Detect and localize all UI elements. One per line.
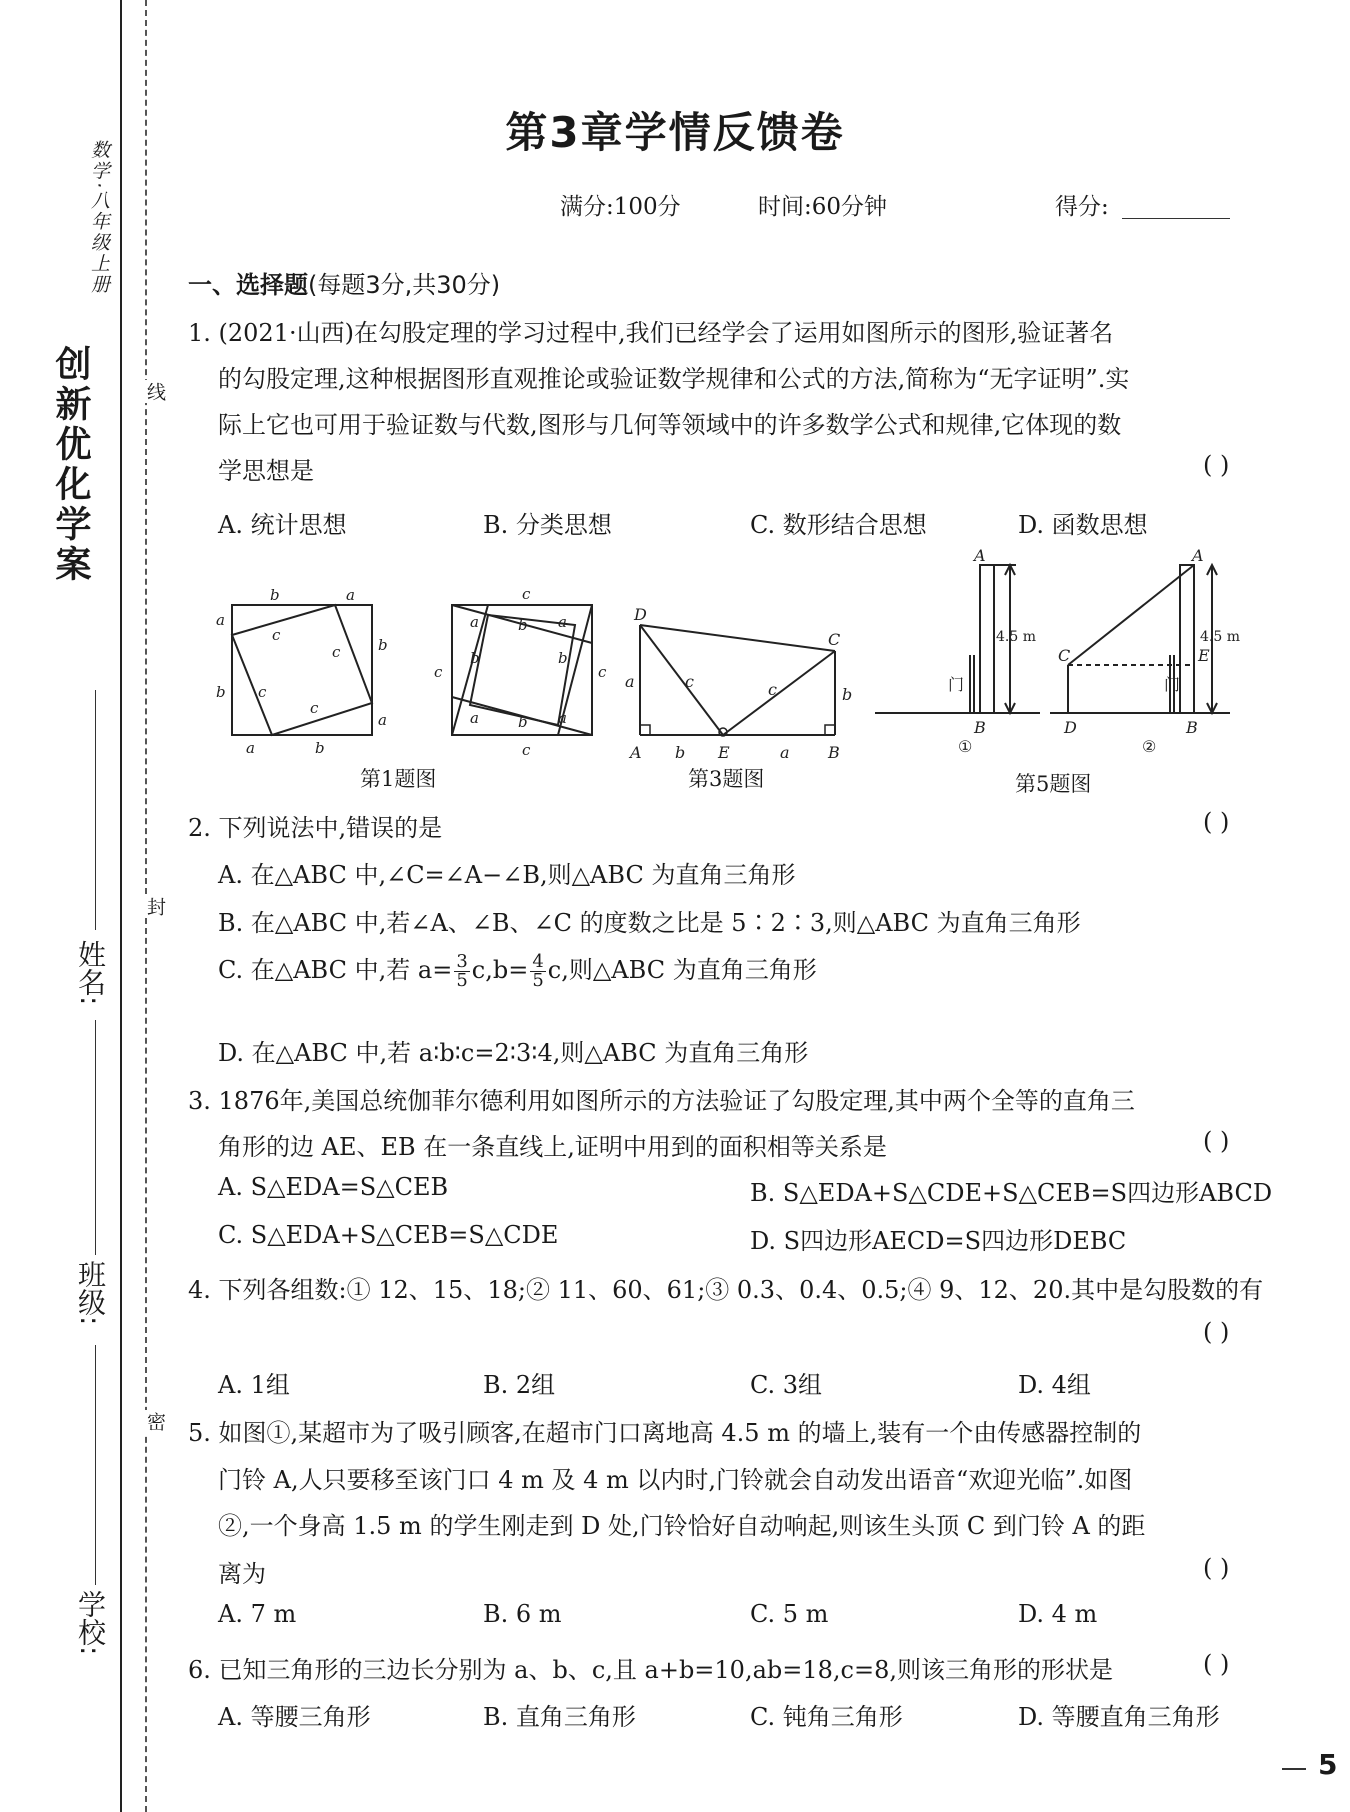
q3-option-a[interactable]: A. S△EDA=S△CEB: [218, 1173, 449, 1201]
q1-line-4: 学思想是: [218, 457, 314, 485]
figure-1-caption: 第1题图: [360, 767, 437, 791]
svg-text:a: a: [780, 743, 790, 762]
svg-text:A: A: [630, 743, 642, 762]
figure-3-trapezoid: [620, 605, 853, 765]
svg-text:c: c: [258, 683, 267, 701]
q1-line-2: 的勾股定理,这种根据图形直观推论或验证数学规律和公式的方法,简称为“无字证明”.实: [218, 365, 1130, 393]
svg-text:b: b: [558, 649, 568, 667]
svg-text:c: c: [522, 585, 531, 603]
series-label: 数学·八年级上册: [88, 140, 110, 296]
page-number-dash: [1282, 1768, 1306, 1770]
q3-line-2: 角形的边 AE、EB 在一条直线上,证明中用到的面积相等关系是: [218, 1133, 887, 1161]
svg-text:A: A: [1192, 546, 1204, 565]
q1-option-d[interactable]: D. 函数思想: [1018, 511, 1148, 539]
section-heading: 一、选择题(每题3分,共30分): [188, 271, 501, 299]
q6-option-b[interactable]: B. 直角三角形: [483, 1703, 636, 1731]
figure-1-right-square: [430, 585, 620, 760]
svg-text:b: b: [470, 649, 480, 667]
height-label-2: 4.5 m: [1200, 629, 1240, 645]
svg-text:D: D: [1064, 718, 1077, 737]
svg-text:a: a: [558, 709, 567, 727]
q2-option-a[interactable]: A. 在△ABC 中,∠C=∠A−∠B,则△ABC 为直角三角形: [218, 861, 796, 889]
svg-text:a: a: [246, 739, 255, 757]
svg-text:a: a: [558, 613, 567, 631]
score-label: 得分:: [1055, 194, 1109, 220]
figure-5-diagram-1: [870, 545, 1050, 755]
svg-text:C: C: [1058, 646, 1071, 665]
name-field[interactable]: [95, 690, 96, 930]
q5-option-b[interactable]: B. 6 m: [483, 1600, 562, 1628]
q4-stem: 4. 下列各组数:① 12、15、18;② 11、60、61;③ 0.3、0.4、0.5;④ 9、12、20.其中是勾股数的有: [188, 1276, 1264, 1304]
q6-stem: 6. 已知三角形的三边长分别为 a、b、c,且 a+b=10,ab=18,c=8,则该三角形的形状是: [188, 1656, 1113, 1684]
figure-1-left-square: [210, 585, 400, 760]
score-field[interactable]: [1122, 218, 1230, 219]
svg-text:b: b: [378, 636, 388, 654]
q5-line-4: 离为: [218, 1560, 266, 1588]
q6-option-a[interactable]: A. 等腰三角形: [218, 1703, 371, 1731]
q1-option-c[interactable]: C. 数形结合思想: [750, 511, 927, 539]
q4-option-a[interactable]: A. 1组: [218, 1371, 290, 1399]
school-field[interactable]: [95, 1345, 96, 1585]
svg-text:b: b: [315, 739, 325, 757]
svg-text:b: b: [270, 586, 280, 604]
svg-text:c: c: [685, 672, 694, 691]
svg-text:C: C: [828, 630, 841, 649]
svg-text:c: c: [434, 663, 443, 681]
svg-text:a: a: [346, 586, 355, 604]
svg-text:E: E: [1198, 646, 1210, 665]
svg-text:c: c: [332, 643, 341, 661]
q1-option-b[interactable]: B. 分类思想: [483, 511, 612, 539]
seal-mi-char: 密: [142, 1410, 169, 1433]
svg-text:b: b: [675, 743, 686, 762]
name-label: 姓名:: [74, 940, 107, 1006]
q3-line-1: 3. 1876年,美国总统伽菲尔德利用如图所示的方法验证了勾股定理,其中两个全等的直角三: [188, 1087, 1135, 1115]
q5-option-c[interactable]: C. 5 m: [750, 1600, 829, 1628]
q3-answer-paren[interactable]: ( ): [1203, 1127, 1230, 1155]
page-title: 第3章学情反馈卷: [505, 108, 845, 157]
figure-5-diagram-2: [1040, 545, 1240, 755]
q5-line-2: 门铃 A,人只要移至该门口 4 m 及 4 m 以内时,门铃就会自动发出语音“欢迎光临”.如图: [218, 1466, 1133, 1494]
svg-text:b: b: [518, 713, 528, 731]
page-number: 5: [1318, 1748, 1338, 1781]
svg-text:a: a: [470, 613, 479, 631]
q1-line-3: 际上它也可用于验证数与代数,图形与几何等领域中的许多数学公式和规律,它体现的数: [218, 411, 1122, 439]
svg-text:c: c: [522, 741, 531, 759]
q1-answer-paren[interactable]: ( ): [1203, 451, 1230, 479]
q4-option-b[interactable]: B. 2组: [483, 1371, 556, 1399]
q1-option-a[interactable]: A. 统计思想: [218, 511, 347, 539]
class-label: 班级:: [74, 1260, 107, 1326]
svg-text:c: c: [310, 699, 319, 717]
q2-option-b[interactable]: B. 在△ABC 中,若∠A、∠B、∠C 的度数之比是 5∶2∶3,则△ABC 为直角三角形: [218, 909, 1081, 937]
svg-text:E: E: [718, 743, 730, 762]
q3-option-d[interactable]: D. S四边形AECD=S四边形DEBC: [750, 1227, 1127, 1255]
q3-option-c[interactable]: C. S△EDA+S△CEB=S△CDE: [218, 1221, 559, 1249]
svg-text:b: b: [518, 616, 528, 634]
q2-option-d[interactable]: D. 在△ABC 中,若 a∶b∶c=2∶3∶4,则△ABC 为直角三角形: [218, 1039, 809, 1067]
q5-line-3: ②,一个身高 1.5 m 的学生刚走到 D 处,门铃恰好自动响起,则该生头顶 C 到门铃 A 的距: [218, 1512, 1146, 1540]
svg-text:a: a: [216, 611, 225, 629]
svg-text:a: a: [470, 709, 479, 727]
full-score: 满分:100分: [560, 194, 681, 220]
q2-option-c[interactable]: C. 在△ABC 中,若 a= $\frac{3}{5}$ c,b= $\frac{4}{5}$ c,则△ABC 为直角三角形: [218, 951, 817, 991]
figure-3-caption: 第3题图: [688, 767, 765, 791]
svg-text:D: D: [634, 605, 647, 624]
q6-answer-paren[interactable]: ( ): [1203, 1650, 1230, 1678]
q4-option-d[interactable]: D. 4组: [1018, 1371, 1091, 1399]
svg-text:b: b: [842, 685, 853, 704]
q5-answer-paren[interactable]: ( ): [1203, 1554, 1230, 1582]
svg-text:A: A: [974, 546, 986, 565]
svg-text:B: B: [1186, 718, 1198, 737]
fig5-sub-2: ②: [1142, 737, 1157, 756]
seal-feng-char: 封: [142, 895, 169, 918]
svg-text:a: a: [378, 711, 387, 729]
binding-border: [120, 0, 122, 1812]
door-label-1: 门: [948, 675, 965, 694]
door-label-2: 门: [1164, 675, 1181, 694]
q4-option-c[interactable]: C. 3组: [750, 1371, 823, 1399]
svg-text:c: c: [768, 680, 777, 699]
time-limit: 时间:60分钟: [758, 194, 888, 220]
svg-text:B: B: [828, 743, 840, 762]
seal-line-char: 线: [142, 380, 169, 403]
fig5-sub-1: ①: [958, 737, 973, 756]
class-field[interactable]: [95, 1020, 96, 1255]
q2-stem: 2. 下列说法中,错误的是: [188, 814, 443, 842]
school-label: 学校:: [74, 1590, 107, 1656]
svg-text:B: B: [974, 718, 986, 737]
svg-text:b: b: [216, 683, 226, 701]
q6-option-c[interactable]: C. 钝角三角形: [750, 1703, 903, 1731]
q5-option-a[interactable]: A. 7 m: [218, 1600, 297, 1628]
q6-option-d[interactable]: D. 等腰直角三角形: [1018, 1703, 1220, 1731]
height-label-1: 4.5 m: [996, 629, 1036, 645]
figure-5-caption: 第5题图: [1015, 772, 1092, 796]
q5-option-d[interactable]: D. 4 m: [1018, 1600, 1098, 1628]
q5-line-1: 5. 如图①,某超市为了吸引顾客,在超市门口离地高 4.5 m 的墙上,装有一个由传感器控制的: [188, 1419, 1142, 1447]
brand-logo: 创新优化学案: [50, 345, 91, 585]
svg-text:a: a: [625, 672, 635, 691]
svg-text:c: c: [598, 663, 607, 681]
q4-answer-paren[interactable]: ( ): [1203, 1318, 1230, 1346]
svg-text:c: c: [272, 626, 281, 644]
q2-answer-paren[interactable]: ( ): [1203, 808, 1230, 836]
q3-option-b[interactable]: B. S△EDA+S△CDE+S△CEB=S四边形ABCD: [750, 1179, 1273, 1207]
q1-line-1: 1. (2021·山西)在勾股定理的学习过程中,我们已经学会了运用如图所示的图形,验证著名: [188, 319, 1114, 347]
